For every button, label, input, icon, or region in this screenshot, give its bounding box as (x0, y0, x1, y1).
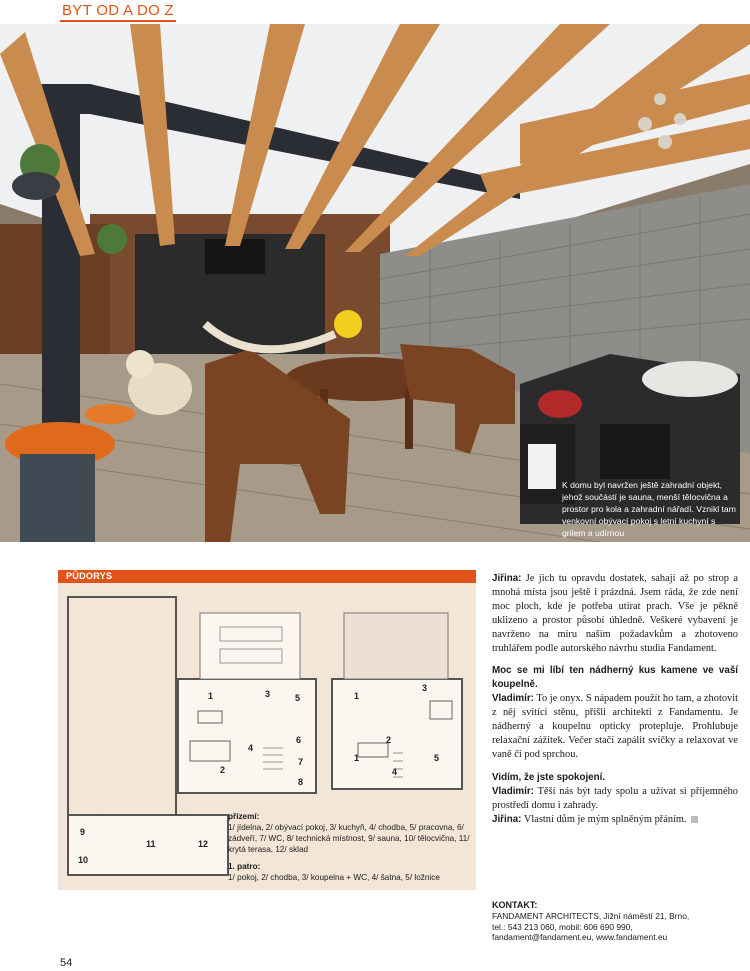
hero-photo (0, 24, 750, 542)
svg-text:3: 3 (422, 683, 428, 693)
question: Moc se mi líbí ten nádherný kus kamene ve vaší koupelně. (492, 665, 738, 691)
svg-text:1: 1 (208, 691, 214, 701)
svg-text:3: 3 (265, 689, 271, 699)
contact-title: KONTAKT: (492, 900, 538, 910)
svg-text:11: 11 (146, 839, 156, 849)
svg-text:4: 4 (392, 767, 398, 777)
article-text (492, 572, 738, 835)
speaker-name: Jiřina: (492, 813, 522, 825)
svg-text:2: 2 (386, 735, 392, 745)
svg-text:1: 1 (354, 691, 360, 701)
svg-text:10: 10 (78, 855, 89, 865)
answer-text: Je jich tu opravdu dostatek, sahají až po strop a mnohá místa jsou ještě i prázdná. Jsem ráda, že zde není moc ploch, kde je potřeba utírat prach. Vše je pěkně uklizeno a prostor působí úhledně. Veškeré vybavení je navrženo na míru našim požadavkům a zhotoveno truhlářem podle autorského návrhu studia Fandament. (492, 573, 738, 654)
answer-text: Těší nás být tady spolu a užívat si příjemného prostředí domu i zahrady. (492, 785, 738, 811)
speaker-name: Vladimír: (492, 785, 534, 797)
contact-web: fandament@fandament.eu, www.fandament.eu (492, 932, 668, 943)
svg-text:6: 6 (296, 735, 302, 745)
paragraph (492, 692, 738, 762)
speaker-name: Vladimír: (492, 693, 534, 705)
floor-plan-title: PŮDORYS (58, 570, 476, 583)
svg-text:12: 12 (198, 839, 209, 849)
upper-floor-rooms: 1/ pokoj, 2/ chodba, 3/ koupelna + WC, 4/ šatna, 5/ ložnice (228, 873, 440, 882)
svg-text:7: 7 (298, 757, 304, 767)
svg-text:8: 8 (298, 777, 304, 787)
svg-text:4: 4 (248, 743, 254, 753)
photo-caption: K domu byl navržen ještě zahradní objekt, jehož součástí je sauna, menší tělocvična a prostor pro kola a zahradní nářadí. Vznikl tam venkovní obývací pokoj s letní kuchyní s grilem a udírnou (562, 480, 736, 538)
svg-text:5: 5 (295, 693, 301, 703)
ground-floor-rooms: 1/ jídelna, 2/ obývací pokoj, 3/ kuchyň, 4/ chodba, 5/ pracovna, 6/ zádveří, 7/ WC, 8/ technická místnost, 9/ sauna, 10/ tělocvična, 11/ krytá terasa, 12/ sklad (228, 823, 470, 854)
ground-floor-heading: přízemí: (228, 812, 260, 821)
answer-text: Vlastní dům je mým splněným přáním. (523, 813, 687, 825)
contact-address: FANDAMENT ARCHITECTS, Jižní náměstí 21, Brno, (492, 910, 690, 921)
svg-text:2: 2 (220, 765, 226, 775)
svg-text:9: 9 (80, 827, 86, 837)
page-number: 54 (60, 957, 73, 969)
contact-phone: tel.: 543 213 060, mobil: 606 690 990, (492, 921, 633, 932)
upper-floor-heading: 1. patro: (228, 862, 261, 871)
terrace-photo (0, 24, 750, 542)
answer-text: To je onyx. S nápadem použít ho tam, a zhotovit z něj svítící stěnu, přišli architekti z Fandamentu. Je nádherný a koupelnu opticky protepluje. Prohlubuje relaxační zážitek. Večer stačí zapálit svíčky a relaxovat ve vaně či pod sprchou. (492, 693, 738, 760)
floor-plan-legend (228, 811, 473, 889)
speaker-name: Jiřina: (492, 573, 522, 584)
end-mark-icon (691, 816, 698, 823)
paragraph (492, 572, 738, 655)
section-label: BYT OD A DO Z (60, 0, 176, 22)
floor-plan-body (58, 583, 476, 890)
paragraph (492, 785, 738, 813)
paragraph (492, 813, 738, 827)
contact-block (492, 900, 742, 943)
svg-text:5: 5 (434, 753, 440, 763)
floor-plan-box (58, 570, 476, 890)
svg-text:1: 1 (354, 753, 360, 763)
question: Vidím, že jste spokojení. (492, 771, 606, 783)
